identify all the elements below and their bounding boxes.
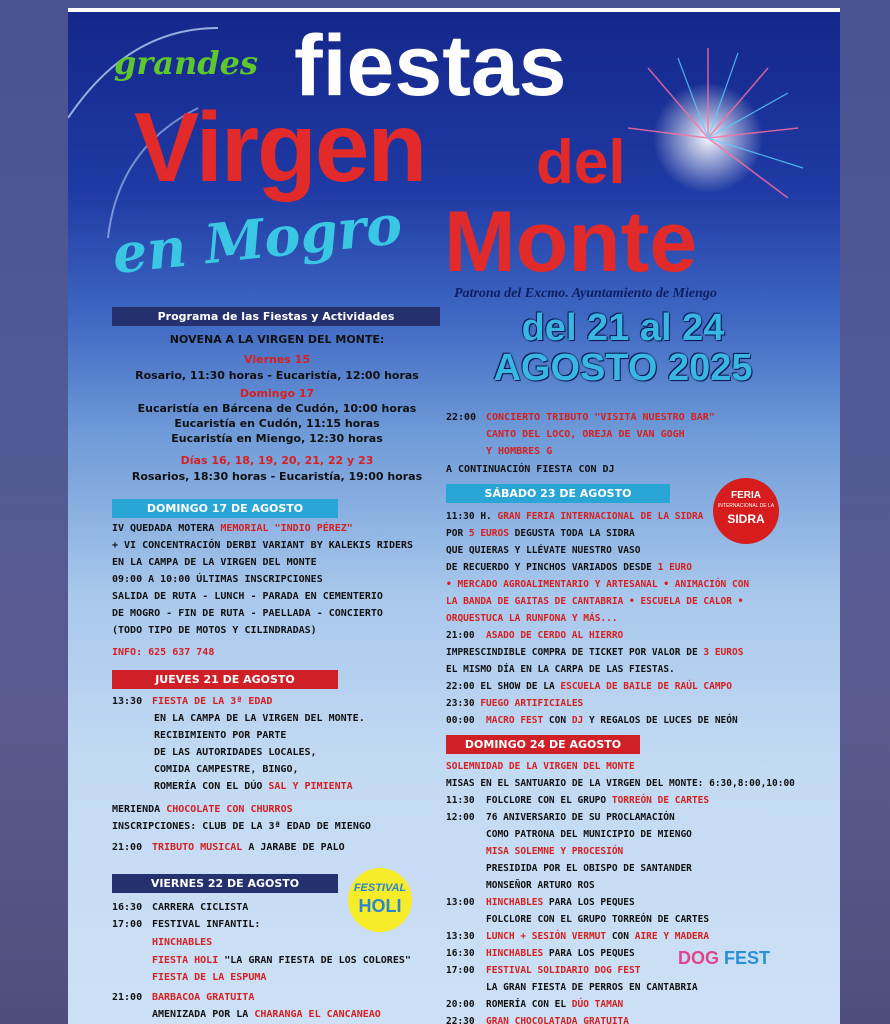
folclore-1-line: 11:30 FOLCLORE CON EL GRUPO TORREÓN DE CARTES bbox=[446, 795, 710, 806]
title-fiestas: fiestas bbox=[294, 18, 567, 114]
sabado-23-header: SÁBADO 23 DE AGOSTO bbox=[446, 484, 670, 503]
poster bbox=[68, 8, 840, 1024]
hombres-g-line: Y HOMBRES G bbox=[486, 446, 553, 457]
quieras-line: QUE QUIERAS Y LLÉVATE NUESTRO VASO bbox=[446, 545, 641, 556]
patrona-line: COMO PATRONA DEL MUNICIPIO DE MIENGO bbox=[486, 829, 692, 840]
eucaristia-cudon: Eucaristía en Cudón, 11:15 horas bbox=[174, 417, 380, 430]
campa-line: EN LA CAMPA DE LA VIRGEN DEL MONTE bbox=[112, 557, 317, 568]
eucaristia-miengo: Eucaristía en Miengo, 12:30 horas bbox=[171, 432, 383, 445]
jueves-21-header: JUEVES 21 DE AGOSTO bbox=[112, 670, 338, 689]
por-euros-line: POR 5 EUROS DEGUSTA TODA LA SIDRA bbox=[446, 528, 635, 539]
salida-line: SALIDA DE RUTA - LUNCH - PARADA EN CEMENTERIO bbox=[112, 591, 383, 602]
title-del: del bbox=[536, 128, 626, 197]
inscripciones-line: 09:00 A 10:00 ÚLTIMAS INSCRIPCIONES bbox=[112, 574, 323, 585]
carrera-line: 16:30 CARRERA CICLISTA bbox=[112, 902, 249, 913]
domingo-17-header: DOMINGO 17 DE AGOSTO bbox=[112, 499, 338, 518]
barbacoa-line: 21:00 BARBACOA GRATUITA bbox=[112, 992, 255, 1003]
canto-line: CANTO DEL LOCO, OREJA DE VAN GOGH bbox=[486, 429, 685, 440]
macro-fest-line: 00:00 MACRO FEST CON DJ Y REGALOS DE LUCES DE NEÓN bbox=[446, 715, 738, 726]
dog-fest-line: 17:00 FESTIVAL SOLIDARIO DOG FEST bbox=[446, 965, 641, 976]
aniversario-line: 12:00 76 ANIVERSARIO DE SU PROCLAMACIÓN bbox=[446, 812, 675, 823]
tributo-line: 21:00 TRIBUTO MUSICAL A JARABE DE PALO bbox=[112, 842, 345, 853]
eucaristia-barcena: Eucaristía en Bárcena de Cudón, 10:00 horas bbox=[137, 402, 417, 415]
campa2-line: EN LA CAMPA DE LA VIRGEN DEL MONTE. bbox=[154, 713, 365, 724]
club-line: INSCRIPCIONES: CLUB DE LA 3ª EDAD DE MIENGO bbox=[112, 821, 371, 832]
quedada-line: IV QUEDADA MOTERA MEMORIAL "INDIO PÉREZ" bbox=[112, 523, 353, 534]
perros-line: LA GRAN FIESTA DE PERROS EN CANTABRIA bbox=[486, 982, 698, 993]
year-line: AGOSTO 2025 bbox=[493, 347, 753, 389]
lunch-line: 13:30 LUNCH + SESIÓN VERMUT CON AIRE Y MADERA bbox=[446, 931, 710, 942]
charanga-line: AMENIZADA POR LA CHARANGA EL CANCANEAO bbox=[152, 1009, 381, 1020]
programa-header: Programa de las Fiestas y Actividades bbox=[112, 307, 440, 326]
fuego-line: 23:30 FUEGO ARTIFICIALES bbox=[446, 698, 584, 709]
title-virgen: Virgen bbox=[134, 92, 426, 202]
espuma-line: FIESTA DE LA ESPUMA bbox=[152, 972, 267, 983]
viernes-22-header: VIERNES 22 DE AGOSTO bbox=[112, 874, 338, 893]
rosarios-line: Rosarios, 18:30 horas - Eucaristía, 19:00 horas bbox=[131, 470, 423, 483]
folclore-2-line: FOLCLORE CON EL GRUPO TORREÓN DE CARTES bbox=[486, 914, 710, 925]
hinchables-line: HINCHABLES bbox=[152, 937, 213, 948]
comida-line: COMIDA CAMPESTRE, BINGO, bbox=[154, 764, 299, 775]
domingo-24-header: DOMINGO 24 DE AGOSTO bbox=[446, 735, 640, 754]
mercado-line: • MERCADO AGROALIMENTARIO Y ARTESANAL • ANIMACIÓN CON bbox=[446, 579, 750, 590]
solemnidad-line: SOLEMNIDAD DE LA VIRGEN DEL MONTE bbox=[446, 761, 635, 772]
misas-line: MISAS EN EL SANTUARIO DE LA VIRGEN DEL MONTE: 6:30,8:00,10:00 bbox=[446, 778, 795, 789]
recibimiento-line: RECIBIMIENTO POR PARTE bbox=[154, 730, 287, 741]
gran-feria-line: 11:30 H. GRAN FERIA INTERNACIONAL DE LA SIDRA bbox=[446, 511, 704, 522]
title-grandes: grandes bbox=[114, 44, 258, 82]
presidida-line: PRESIDIDA POR EL OBISPO DE SANTANDER bbox=[486, 863, 692, 874]
festival-holi-badge: FESTIVAL HOLI bbox=[348, 868, 412, 932]
romeria-duo-line: 20:00 ROMERÍA CON EL DÚO TAMAN bbox=[446, 999, 624, 1010]
fiesta-3a-line: 13:30 FIESTA DE LA 3ª EDAD bbox=[112, 696, 273, 707]
viernes-15: Viernes 15 bbox=[244, 353, 310, 366]
title-monte: Monte bbox=[444, 194, 698, 290]
misa-solemne-line: MISA SOLEMNE Y PROCESIÓN bbox=[486, 846, 624, 857]
info-line: INFO: 625 637 748 bbox=[112, 647, 215, 658]
concentracion-line: + VI CONCENTRACIÓN DERBI VARIANT BY KALEKIS RIDERS bbox=[112, 540, 414, 551]
banda-line: LA BANDA DE GAITAS DE CANTABRIA • ESCUELA DE CALOR • bbox=[446, 596, 744, 607]
orquestuca-line: ORQUESTUCA LA RUNFONA Y MÁS... bbox=[446, 613, 618, 624]
monsenor-line: MONSEÑOR ARTURO ROS bbox=[486, 880, 595, 891]
rosario-line: Rosario, 11:30 horas - Eucaristía, 12:00 horas bbox=[135, 369, 419, 382]
continuacion-line: A CONTINUACIÓN FIESTA CON DJ bbox=[446, 464, 615, 475]
imprescindible-line: IMPRESCINDIBLE COMPRA DE TICKET POR VALOR DE 3 EUROS bbox=[446, 647, 744, 658]
patrona-subtitle: Patrona del Excmo. Ayuntamiento de Miengo bbox=[454, 286, 717, 301]
title-en-mogro: en Mogro bbox=[109, 191, 405, 287]
concierto-line: 22:00 CONCIERTO TRIBUTO "VISITA NUESTRO BAR" bbox=[446, 412, 715, 423]
fiesta-holi-line: FIESTA HOLI "LA GRAN FIESTA DE LOS COLORES" bbox=[152, 955, 411, 966]
show-line: 22:00 EL SHOW DE LA ESCUELA DE BAILE DE RAÚL CAMPO bbox=[446, 681, 732, 692]
recuerdo-line: DE RECUERDO Y PINCHOS VARIADOS DESDE 1 EURO bbox=[446, 562, 692, 573]
autoridades-line: DE LAS AUTORIDADES LOCALES, bbox=[154, 747, 317, 758]
domingo-17: Domingo 17 bbox=[239, 387, 315, 400]
carpa-line: EL MISMO DÍA EN LA CARPA DE LAS FIESTAS. bbox=[446, 664, 675, 675]
motos-line: (TODO TIPO DE MOTOS Y CILINDRADAS) bbox=[112, 625, 317, 636]
dias-line: Días 16, 18, 19, 20, 21, 22 y 23 bbox=[180, 454, 374, 467]
dates-line: del 21 al 24 bbox=[521, 307, 725, 349]
hinchables-peques-1-line: 13:00 HINCHABLES PARA LOS PEQUES bbox=[446, 897, 635, 908]
chocolatada-line: 22:30 GRAN CHOCOLATADA GRATUITA bbox=[446, 1016, 629, 1024]
hinchables-peques-2-line: 16:30 HINCHABLES PARA LOS PEQUES bbox=[446, 948, 635, 959]
feria-sidra-apple-icon: FERIA INTERNACIONAL DE LA SIDRA bbox=[713, 478, 779, 544]
novena-title: NOVENA A LA VIRGEN DEL MONTE: bbox=[169, 333, 385, 346]
mogro-line: DE MOGRO - FIN DE RUTA - PAELLADA - CONCIERTO bbox=[112, 608, 383, 619]
merienda-line: MERIENDA CHOCOLATE CON CHURROS bbox=[112, 804, 293, 815]
dog-fest-logo: DOG FEST bbox=[678, 948, 771, 968]
asado-line: 21:00 ASADO DE CERDO AL HIERRO bbox=[446, 630, 624, 641]
infantil-line: 17:00 FESTIVAL INFANTIL: bbox=[112, 919, 261, 930]
romeria-line: ROMERÍA CON EL DÚO SAL Y PIMIENTA bbox=[154, 781, 353, 792]
